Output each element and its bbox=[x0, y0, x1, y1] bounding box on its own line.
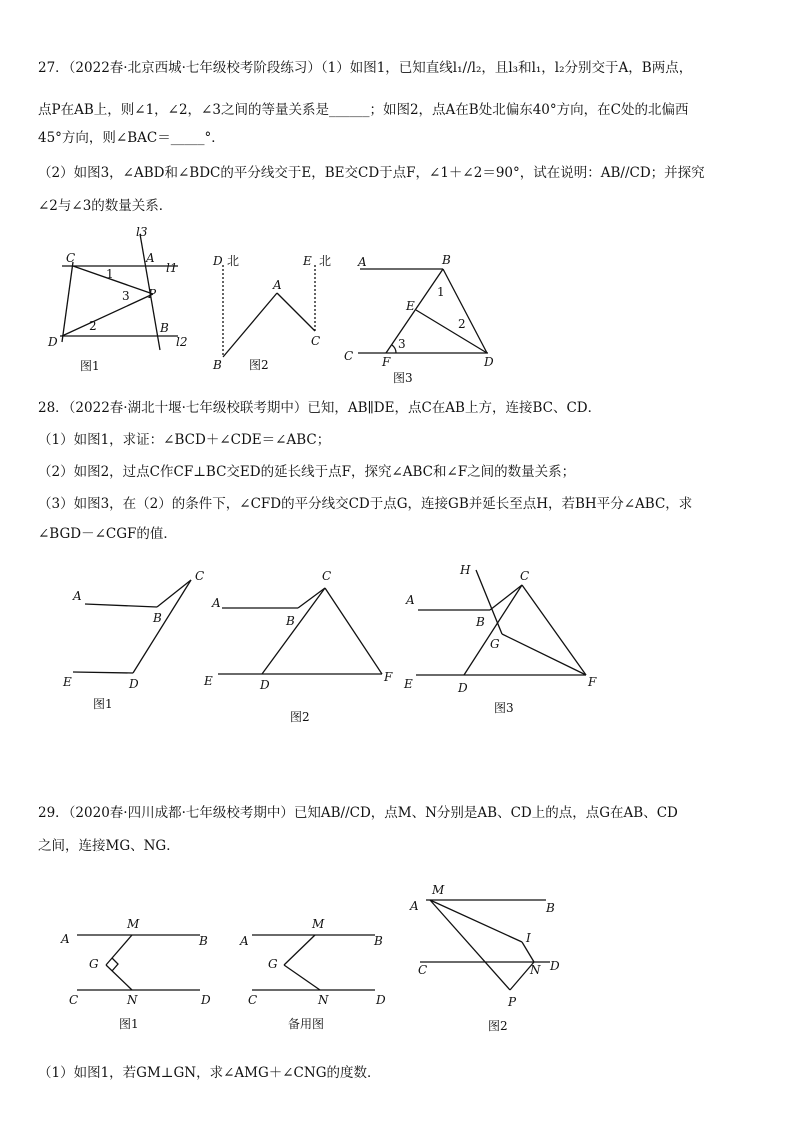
q28-f3-E: E bbox=[404, 677, 413, 691]
q28-f3-H: H bbox=[460, 563, 471, 577]
q29-f2-M: M bbox=[432, 883, 445, 897]
q27-f2-D: D bbox=[213, 254, 223, 268]
q28-figure-2 bbox=[200, 565, 400, 725]
q29-f2-C: C bbox=[418, 963, 428, 977]
q28-f2-F: F bbox=[384, 670, 393, 684]
q28-f2-caption: 图2 bbox=[290, 710, 310, 724]
q27-f1-l1: l1 bbox=[166, 261, 178, 275]
q28-f3-caption: 图3 bbox=[494, 701, 514, 715]
q27-f3-E: E bbox=[406, 299, 415, 313]
q29-f1-N: N bbox=[127, 993, 138, 1007]
q27-f3-C: C bbox=[344, 349, 354, 363]
q27-f3-A: A bbox=[358, 255, 367, 269]
q28-line1: 28．（2022春·湖北十堰·七年级校联考期中）已知，AB∥DE，点C在AB上方，连接BC、CD． bbox=[38, 400, 602, 416]
q28-f2-E: E bbox=[204, 674, 213, 688]
q29-question-1: （1）如图1，若GM⊥GN，求∠AMG＋∠CNG的度数． bbox=[38, 1065, 381, 1081]
q29-f1-B: B bbox=[199, 934, 208, 948]
q28-f1-A: A bbox=[73, 589, 82, 603]
q27-f3-one: 1 bbox=[437, 285, 445, 299]
q29-f1-caption: 图1 bbox=[119, 1017, 139, 1031]
q27-f2-north1: 北 bbox=[227, 254, 240, 268]
q27-f3-three: 3 bbox=[398, 337, 406, 351]
q28-f3-B: B bbox=[476, 615, 485, 629]
q27-f3-caption: 图3 bbox=[393, 371, 413, 385]
q29-fs-C: C bbox=[248, 993, 258, 1007]
q27-f1-three: 3 bbox=[122, 289, 130, 303]
q27-line2: 点P在AB上，则∠1，∠2，∠3之间的等量关系是______；如图2，点A在B处北偏东40°方向，在C处的北偏西 bbox=[38, 102, 689, 118]
q29-fs-M: M bbox=[312, 917, 325, 931]
q28-f1-D: D bbox=[129, 677, 139, 691]
q27-f1-two: 2 bbox=[89, 319, 97, 333]
q29-f1-G: G bbox=[89, 957, 99, 971]
q27-line4: （2）如图3，∠ABD和∠BDC的平分线交于E，BE交CD于点F，∠1＋∠2＝90°，试在说明：AB//CD；并探究 bbox=[38, 165, 705, 181]
q27-f2-C: C bbox=[311, 334, 321, 348]
q28-line2: （1）如图1，求证：∠BCD＋∠CDE＝∠ABC； bbox=[38, 432, 331, 448]
q29-fs-A: A bbox=[240, 934, 249, 948]
q29-line2: 之间，连接MG、NG． bbox=[38, 838, 180, 854]
q27-f2-B: B bbox=[213, 358, 222, 372]
q29-f2-N: N bbox=[530, 963, 541, 977]
q28-f3-F: F bbox=[588, 675, 597, 689]
q27-figure-3 bbox=[340, 250, 520, 390]
q29-f2-B: B bbox=[546, 901, 555, 915]
q28-f3-G: G bbox=[490, 637, 500, 651]
q29-line1: 29．（2020春·四川成都·七年级校考期中）已知AB//CD，点M、N分别是AB、CD上的点，点G在AB、CD bbox=[38, 805, 678, 821]
q29-fs-D: D bbox=[376, 993, 386, 1007]
q29-figure-1 bbox=[55, 910, 225, 1040]
q28-f3-C: C bbox=[520, 569, 530, 583]
q29-f2-D: D bbox=[550, 959, 560, 973]
q29-f1-C: C bbox=[69, 993, 79, 1007]
q27-f1-one: 1 bbox=[106, 267, 114, 281]
q28-line4: （3）如图3，在（2）的条件下，∠CFD的平分线交CD于点G，连接GB并延长至点H，若BH平分∠ABC，求 bbox=[38, 496, 693, 512]
q27-f1-C: C bbox=[66, 251, 76, 265]
q28-f1-C: C bbox=[195, 569, 205, 583]
q27-f3-F: F bbox=[382, 355, 391, 369]
q27-line1: 27．（2022春·北京西城·七年级校考阶段练习）（1）如图1，已知直线l₁//l₂，且l₃和l₁，l₂分别交于A，B两点， bbox=[38, 60, 693, 76]
q29-figure-2 bbox=[400, 880, 590, 1040]
q28-f1-E: E bbox=[63, 675, 72, 689]
q28-line3: （2）如图2，过点C作CF⊥BC交ED的延长线于点F，探究∠ABC和∠F之间的数量关系； bbox=[38, 464, 576, 480]
q27-f3-D: D bbox=[484, 355, 494, 369]
q28-f2-D: D bbox=[260, 678, 270, 692]
q28-f2-A: A bbox=[212, 596, 221, 610]
q29-f1-A: A bbox=[61, 932, 70, 946]
q28-f2-C: C bbox=[322, 569, 332, 583]
q27-f1-A: A bbox=[146, 251, 155, 265]
q28-f1-B: B bbox=[153, 611, 162, 625]
q28-line5: ∠BGD－∠CGF的值． bbox=[38, 526, 177, 542]
q27-f1-l3: l3 bbox=[136, 225, 148, 239]
q28-f2-B: B bbox=[286, 614, 295, 628]
q29-fs-caption: 备用图 bbox=[288, 1017, 325, 1031]
q29-f1-M: M bbox=[127, 917, 140, 931]
q29-figure-spare bbox=[230, 910, 400, 1040]
q27-f3-two: 2 bbox=[458, 317, 466, 331]
q28-f3-D: D bbox=[458, 681, 468, 695]
q29-fs-N: N bbox=[318, 993, 329, 1007]
q27-f1-D: D bbox=[48, 335, 58, 349]
q27-f1-l2: l2 bbox=[176, 335, 188, 349]
q27-f2-E: E bbox=[303, 254, 312, 268]
q27-f2-caption: 图2 bbox=[249, 358, 269, 372]
q29-f2-caption: 图2 bbox=[488, 1019, 508, 1033]
q27-f2-north2: 北 bbox=[319, 254, 332, 268]
q27-f1-B: B bbox=[160, 321, 169, 335]
q28-f1-caption: 图1 bbox=[93, 697, 113, 711]
q28-figure-3 bbox=[398, 560, 608, 720]
q27-f3-B: B bbox=[442, 253, 451, 267]
q27-figure-1 bbox=[40, 222, 200, 372]
q27-line3: 45°方向，则∠BAC＝_____°． bbox=[38, 130, 225, 146]
q29-f2-I: I bbox=[526, 931, 531, 945]
q28-figure-1 bbox=[55, 562, 215, 712]
q27-figure-2 bbox=[205, 245, 345, 375]
q28-f3-A: A bbox=[406, 593, 415, 607]
q29-f2-P: P bbox=[508, 995, 517, 1009]
q29-fs-B: B bbox=[374, 934, 383, 948]
q29-f2-A: A bbox=[410, 899, 419, 913]
q27-f1-P: P bbox=[148, 287, 157, 301]
q27-f1-caption: 图1 bbox=[80, 359, 100, 373]
q27-line5: ∠2与∠3的数量关系． bbox=[38, 198, 173, 214]
q29-f1-D: D bbox=[201, 993, 211, 1007]
q29-fs-G: G bbox=[268, 957, 278, 971]
q27-f2-A: A bbox=[273, 278, 282, 292]
